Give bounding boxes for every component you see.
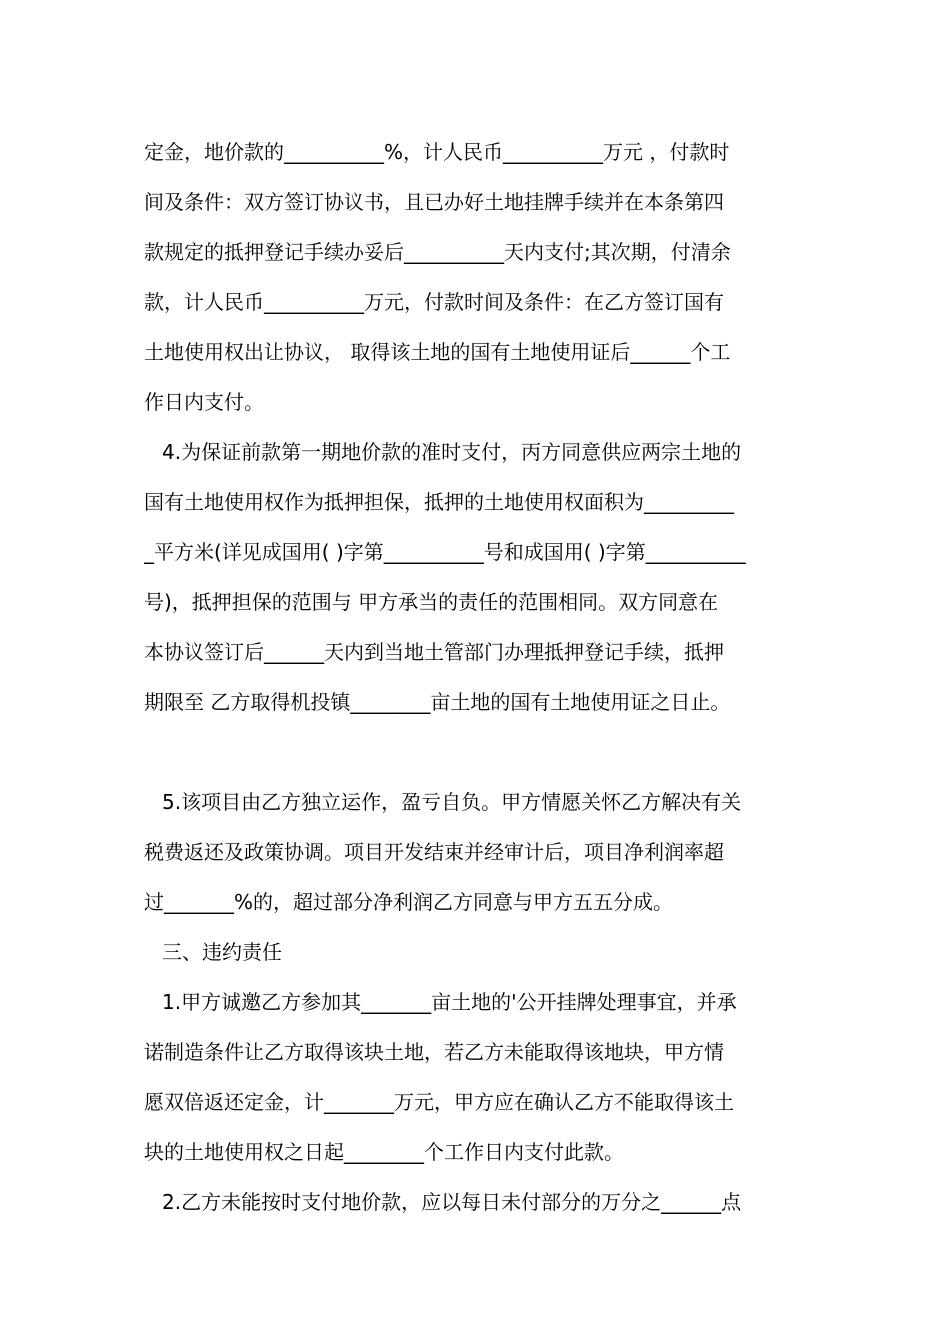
text-line: 作日内支付。	[144, 390, 264, 414]
text-line: 过_______%的，超过部分净利润乙方同意与甲方五五分成。	[144, 890, 674, 914]
text-line: 土地使用权出让协议， 取得该土地的国有土地使用证后______个工	[144, 340, 731, 364]
text-line: _平方米(详见成国用( )字第__________号和成国用( )字第__________	[144, 540, 746, 564]
section-heading: 三、违约责任	[162, 940, 282, 964]
text-line: 税费返还及政策协调。项目开发结束并经审计后，项目净利润率超	[144, 840, 724, 864]
paragraph-gap	[144, 727, 809, 777]
text-line: 款，计人民币__________万元，付款时间及条件：在乙方签订国有	[144, 290, 724, 314]
text-line: 期限至 乙方取得机投镇________亩土地的国有土地使用证之日止。	[144, 690, 731, 714]
paragraph-start-line: 2.乙方未能按时支付地价款，应以每日未付部分的万分之______点	[162, 1190, 742, 1214]
text-line: 本协议签订后______天内到当地土管部门办理抵押登记手续，抵押	[144, 640, 724, 664]
text-line: 号)，抵押担保的范围与 甲方承当的责任的范围相同。双方同意在	[144, 590, 719, 614]
text-line: 愿双倍返还定金，计_______万元，甲方应在确认乙方不能取得该土	[144, 1090, 734, 1114]
text-line: 诺制造条件让乙方取得该块土地，若乙方未能取得该地块，甲方情	[144, 1040, 724, 1064]
document-body	[144, 127, 809, 1227]
paragraph-start-line: 4.为保证前款第一期地价款的准时支付，丙方同意供应两宗土地的	[162, 440, 742, 464]
text-line: 款规定的抵押登记手续办妥后__________天内支付;其次期，付清余	[144, 240, 731, 264]
text-line: 定金，地价款的__________%，计人民币__________万元 ，付款时	[144, 140, 730, 164]
paragraph-start-line: 1.甲方诚邀乙方参加其_______亩土地的'公开挂牌处理事宜，并承	[162, 990, 737, 1014]
text-line: 块的土地使用权之日起________个工作日内支付此款。	[144, 1140, 624, 1164]
text-line: 间及条件：双方签订协议书，且已办好土地挂牌手续并在本条第四	[144, 190, 724, 214]
paragraph-start-line: 5.该项目由乙方独立运作，盈亏自负。甲方情愿关怀乙方解决有关	[162, 790, 742, 814]
text-line: 国有土地使用权作为抵押担保，抵押的土地使用权面积为_________	[144, 490, 734, 514]
